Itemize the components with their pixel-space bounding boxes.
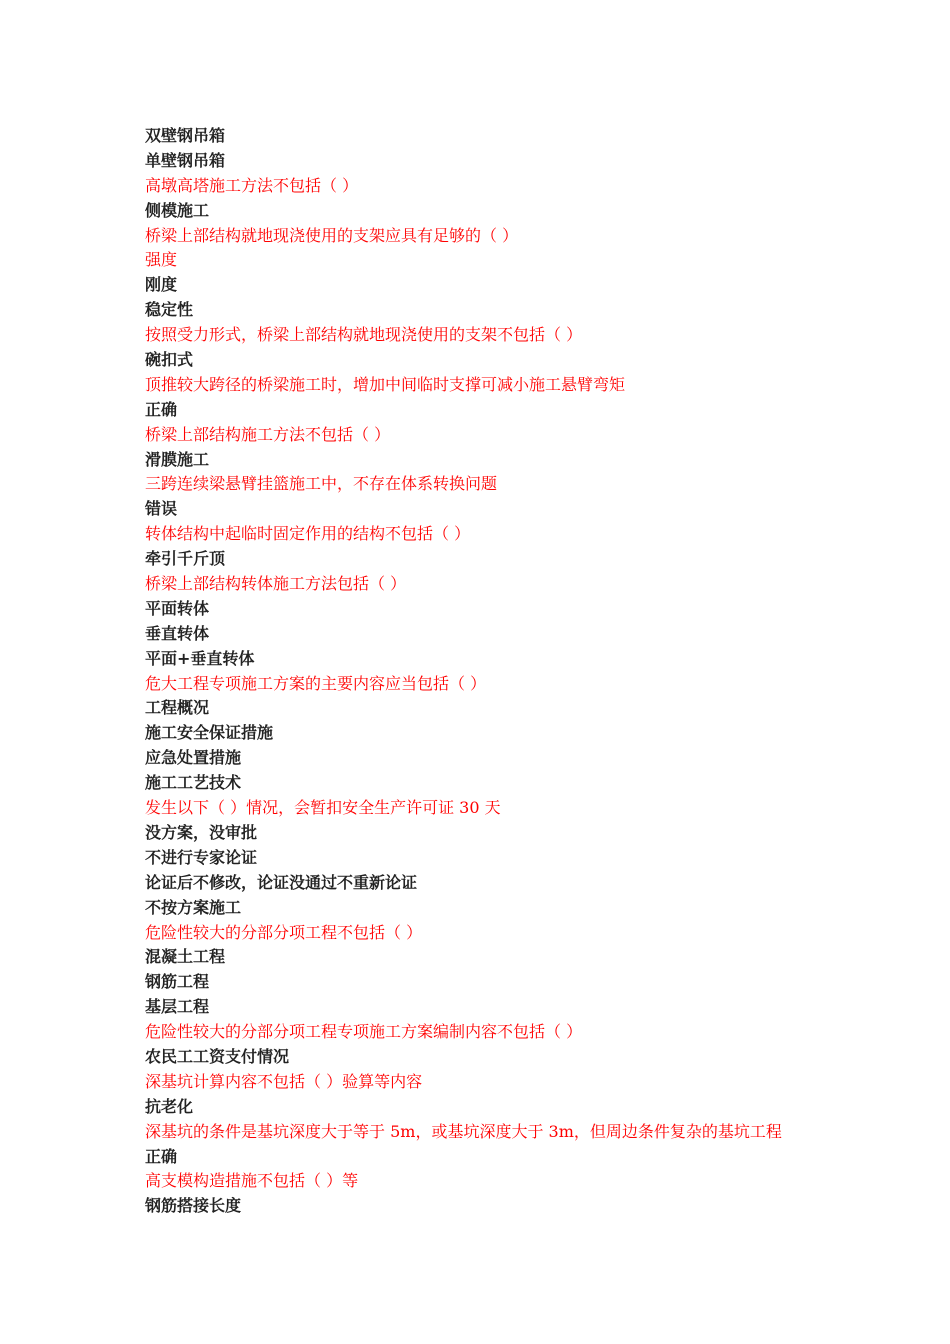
answer-line: 刚度 (145, 275, 178, 295)
answer-line: 工程概况 (145, 698, 210, 718)
answer-line: 单壁钢吊箱 (145, 150, 226, 170)
answer-line: 没方案，没审批 (145, 822, 258, 842)
question-line: 高墩高塔施工方法不包括（ ） (145, 175, 359, 195)
question-line: 深基坑计算内容不包括（ ）验算等内容 (145, 1071, 423, 1091)
answer-line: 正确 (145, 1146, 178, 1166)
answer-line: 钢筋工程 (145, 972, 210, 992)
question-line: 深基坑的条件是基坑深度大于等于 5m，或基坑深度大于 3m，但周边条件复杂的基坑工程 (145, 1121, 782, 1141)
answer-line: 垂直转体 (145, 623, 210, 643)
question-line: 强度 (145, 250, 178, 270)
question-line: 发生以下（ ）情况，会暂扣安全生产许可证 30 天 (145, 798, 501, 818)
answer-line: 混凝土工程 (145, 947, 226, 967)
answer-line: 论证后不修改，论证没通过不重新论证 (145, 872, 418, 892)
answer-line: 双壁钢吊箱 (145, 126, 226, 145)
answer-line: 施工工艺技术 (145, 773, 242, 793)
answer-line: 不进行专家论证 (145, 847, 258, 867)
question-line: 桥梁上部结构就地现浇使用的支架应具有足够的（ ） (145, 225, 519, 245)
question-line: 危险性较大的分部分项工程不包括（ ） (145, 922, 423, 942)
answer-line: 抗老化 (145, 1096, 194, 1116)
question-answer-list (145, 124, 865, 1219)
question-line: 危险性较大的分部分项工程专项施工方案编制内容不包括（ ） (145, 1022, 583, 1042)
question-line: 三跨连续梁悬臂挂篮施工中，不存在体系转换问题 (145, 474, 498, 494)
answer-line: 侧模施工 (145, 200, 210, 220)
question-line: 转体结构中起临时固定作用的结构不包括（ ） (145, 524, 471, 544)
question-line: 顶推较大跨径的桥梁施工时，增加中间临时支撑可减小施工悬臂弯矩 (145, 374, 626, 394)
answer-line: 牵引千斤顶 (145, 549, 226, 569)
answer-line: 稳定性 (145, 300, 194, 320)
question-line: 高支模构造措施不包括（ ）等 (145, 1171, 359, 1191)
answer-line: 农民工工资支付情况 (145, 1046, 290, 1066)
answer-line: 应急处置措施 (145, 748, 242, 768)
answer-line: 碗扣式 (145, 350, 194, 370)
question-line: 危大工程专项施工方案的主要内容应当包括（ ） (145, 673, 487, 693)
answer-line: 基层工程 (145, 997, 210, 1017)
question-line: 桥梁上部结构转体施工方法包括（ ） (145, 574, 407, 594)
answer-line: 平面+垂直转体 (145, 648, 255, 668)
answer-line: 平面转体 (145, 598, 210, 618)
question-line: 桥梁上部结构施工方法不包括（ ） (145, 424, 391, 444)
answer-line: 滑膜施工 (145, 449, 210, 469)
question-line: 按照受力形式，桥梁上部结构就地现浇使用的支架不包括（ ） (145, 325, 583, 345)
answer-line: 正确 (145, 399, 178, 419)
answer-line: 钢筋搭接长度 (145, 1196, 242, 1216)
answer-line: 施工安全保证措施 (145, 723, 274, 743)
answer-line: 错误 (145, 499, 178, 519)
answer-line: 不按方案施工 (145, 897, 242, 917)
